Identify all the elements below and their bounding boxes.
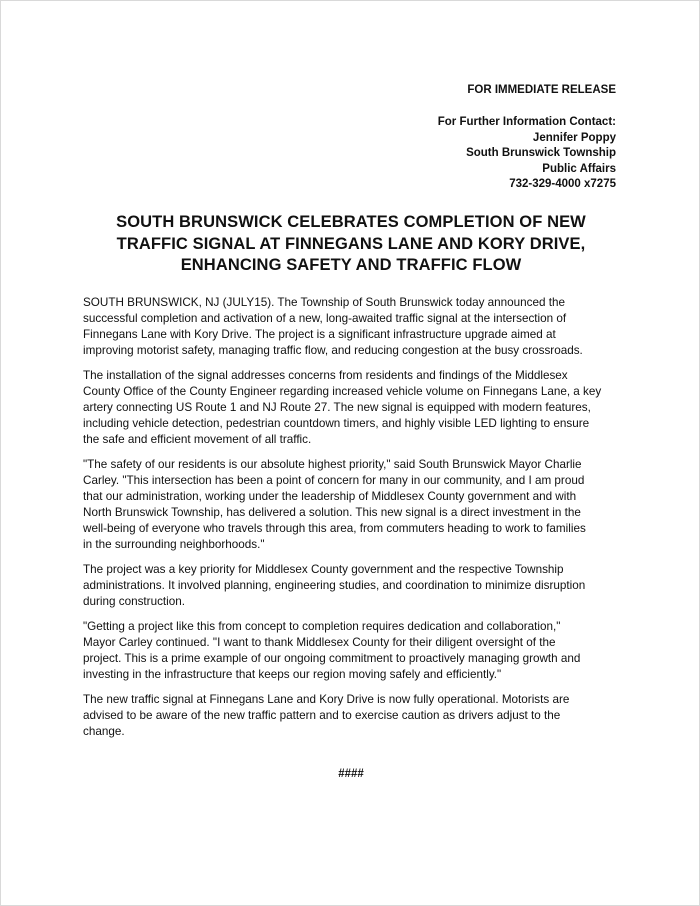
text-line: Finnegans Lane with Kory Drive. The project is a significant infrastructure upgrade aimed at [83,328,556,341]
text-line: the safe and efficient movement of all traffic. [83,433,312,446]
headline [81,212,621,277]
text-line: administrations. It involved planning, engineering studies, and coordination to minimize disruption [83,579,586,592]
text-line: Mayor Carley continued. "I want to thank Middlesex County for their diligent oversight of the [83,636,556,649]
paragraph-collaboration-quote [83,619,623,683]
paragraph-priority [83,562,623,610]
text-line: The project was a key priority for Middlesex County government and the respective Township [83,563,564,576]
release-label: FOR IMMEDIATE RELEASE [467,84,616,96]
headline-line: SOUTH BRUNSWICK CELEBRATES COMPLETION OF NEW [116,213,586,231]
headline-line: TRAFFIC SIGNAL AT FINNEGANS LANE AND KORY DRIVE, [116,234,586,253]
text-line: County Office of the County Engineer regarding increased vehicle volume on Finnegans Lane, a key [83,385,602,398]
paragraph-operational [83,692,623,740]
text-line: artery connecting US Route 1 and NJ Route 27. The new signal is equipped with modern features, [83,401,591,414]
contact-name: Jennifer Poppy [532,131,616,144]
text-line: Carley. "This intersection has been a point of concern for many in our community, and I am proud [83,474,585,487]
press-release-body [83,295,623,749]
contact-heading: For Further Information Contact: [437,116,616,128]
contact-department: Public Affairs [542,162,616,175]
text-line: change. [83,725,125,738]
text-line: during construction. [83,595,185,608]
text-line: investing in the infrastructure that keeps our region moving safely and efficiently." [83,668,502,681]
text-line: "Getting a project like this from concept to completion requires dedication and collaboration," [83,620,561,633]
text-line: including vehicle detection, pedestrian countdown timers, and highly visible LED lighting to ensure [83,417,590,430]
paragraph-mayor-quote [83,457,623,553]
text-line: well-being of everyone who travels through this area, from commuters heading to work to families [83,522,586,535]
text-line: improving motorist safety, managing traffic flow, and reducing congestion at the busy crossroads. [83,344,583,357]
end-mark: #### [338,768,364,780]
text-line: SOUTH BRUNSWICK, NJ (JULY15). The Township of South Brunswick today announced the [83,296,565,309]
text-line: in the surrounding neighborhoods." [83,538,265,551]
text-line: "The safety of our residents is our absolute highest priority," said South Brunswick Mayor Charlie [83,458,582,471]
text-line: North Brunswick Township, has delivered a solution. This new signal is a direct investment in the [83,506,581,519]
text-line: successful completion and activation of a new, long-awaited traffic signal at the intersection of [83,312,567,325]
text-line: project. This is a prime example of our ongoing commitment to proactively managing growth and [83,652,581,665]
contact-organization: South Brunswick Township [466,147,616,159]
text-line: The new traffic signal at Finnegans Lane and Kory Drive is now fully operational. Motorists are [83,693,570,706]
paragraph-installation [83,368,623,448]
contact-block [438,115,616,193]
headline-line: ENHANCING SAFETY AND TRAFFIC FLOW [180,256,522,274]
paragraph-intro [83,295,623,359]
text-line: advised to be aware of the new traffic pattern and to exercise caution as drivers adjust to the [83,709,561,722]
contact-phone: 732-329-4000 x7275 [509,178,616,190]
text-line: The installation of the signal addresses concerns from residents and findings of the Middlesex [83,369,568,382]
text-line: that our administration, working under the leadership of Middlesex County government and with [83,490,577,503]
